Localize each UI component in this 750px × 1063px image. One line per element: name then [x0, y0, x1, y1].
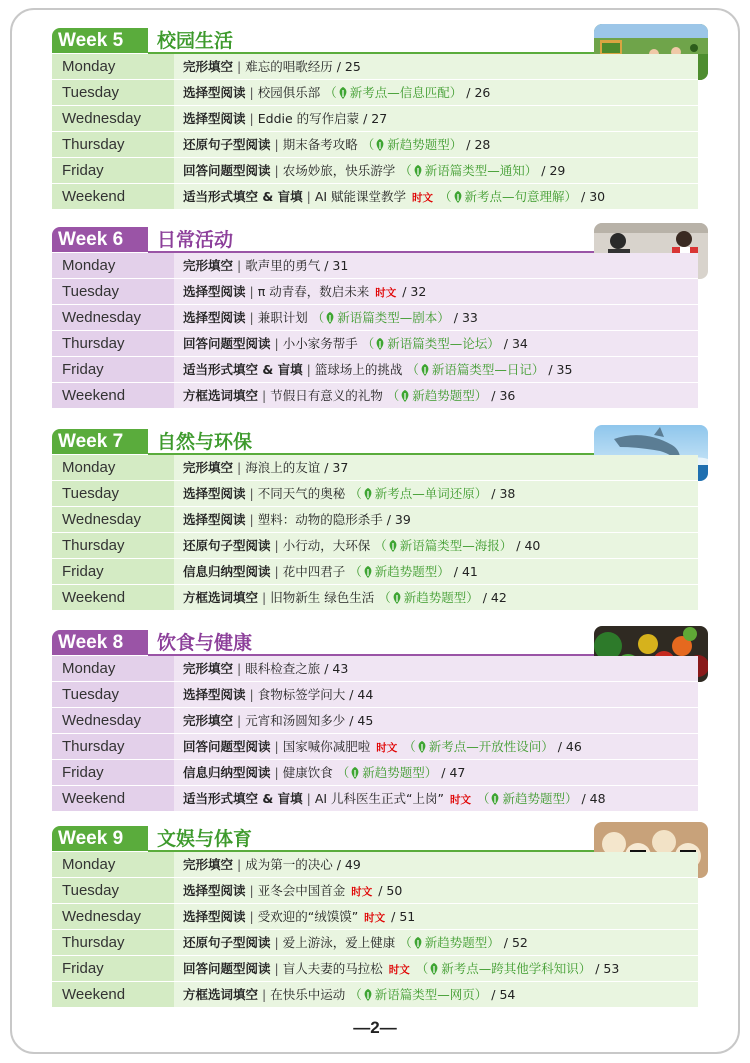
lesson-entry	[174, 930, 698, 956]
lesson-title: 国家喊你减肥啦	[282, 739, 371, 754]
note-text: 新语篇类型—通知	[424, 163, 525, 178]
lesson-entry	[174, 253, 698, 279]
leaf-icon	[388, 535, 398, 559]
lesson-entry	[174, 132, 698, 158]
day-row[interactable]	[52, 357, 698, 383]
day-label: Thursday	[52, 533, 174, 559]
week-badge: Week 9	[52, 826, 148, 851]
leaf-icon	[453, 186, 463, 210]
note: （ 新趋势题型）	[399, 935, 500, 950]
separator: |	[237, 661, 242, 676]
lesson-entry	[174, 54, 698, 80]
lesson-title: 小小家务帮手	[282, 336, 358, 351]
day-row[interactable]	[52, 982, 698, 1008]
page-ref: / 51	[391, 909, 416, 924]
note: （ 新语篇类型—通知）	[399, 163, 537, 178]
day-row[interactable]	[52, 106, 698, 132]
day-row[interactable]	[52, 253, 698, 279]
separator: |	[274, 163, 279, 178]
day-list	[52, 253, 698, 409]
note-text: 新语篇类型—海报	[399, 538, 500, 553]
week-title: 饮食与健康	[157, 632, 253, 654]
exercise-type: 选择型阅读	[183, 111, 246, 126]
week-badge: Week 5	[52, 28, 148, 53]
day-label: Weekend	[52, 786, 174, 812]
day-label: Wednesday	[52, 106, 174, 132]
separator: |	[249, 284, 254, 299]
day-label: Weekend	[52, 982, 174, 1008]
note-text: 新考点—信息匹配	[349, 85, 450, 100]
day-label: Monday	[52, 253, 174, 279]
week-header	[52, 429, 698, 455]
day-row[interactable]	[52, 184, 698, 210]
note: （ 新考点—跨其他学科知识）	[416, 961, 592, 976]
exercise-type: 还原句子型阅读	[183, 538, 271, 553]
separator: |	[249, 310, 254, 325]
current-affairs-tag: 时文	[376, 742, 398, 754]
lesson-title: 农场妙旅，快乐游学	[282, 163, 396, 178]
note-text: 新语篇类型—剧本	[337, 310, 438, 325]
day-row[interactable]	[52, 507, 698, 533]
day-row[interactable]	[52, 760, 698, 786]
day-label: Monday	[52, 455, 174, 481]
week-header	[52, 227, 698, 253]
leaf-icon	[363, 561, 373, 585]
note: （ 新考点—开放性设问）	[403, 739, 554, 754]
page-number: —2—	[353, 1018, 397, 1037]
page-ref: / 50	[378, 883, 403, 898]
separator: |	[249, 486, 254, 501]
note-text: 新考点—句意理解	[464, 189, 565, 204]
lesson-entry	[174, 533, 698, 559]
week-section	[52, 826, 698, 1008]
week-title: 校园生活	[157, 30, 234, 52]
lesson-title: 在快乐中运动	[270, 987, 346, 1002]
week-section	[52, 28, 698, 210]
day-row[interactable]	[52, 279, 698, 305]
leaf-icon	[490, 788, 500, 812]
separator: |	[274, 564, 279, 579]
day-row[interactable]	[52, 904, 698, 930]
day-label: Wednesday	[52, 507, 174, 533]
current-affairs-tag: 时文	[449, 794, 471, 806]
day-row[interactable]	[52, 481, 698, 507]
separator: |	[249, 85, 254, 100]
note-text: 新趋势题型	[424, 935, 488, 950]
lesson-title: 盲人夫妻的马拉松	[282, 961, 383, 976]
exercise-type: 适当形式填空 & 盲填	[183, 189, 303, 204]
lesson-title: 节假日有意义的礼物	[270, 388, 383, 403]
note: （ 新趋势题型）	[362, 137, 463, 152]
note: （ 新考点—句意理解）	[439, 189, 577, 204]
lesson-title: 塑料：动物的隐形杀手	[257, 512, 383, 527]
day-row[interactable]	[52, 878, 698, 904]
leaf-icon	[417, 736, 427, 760]
lesson-title: 元宵和汤圆知多少	[245, 713, 346, 728]
page-ref: / 29	[541, 163, 566, 178]
day-list	[52, 852, 698, 1008]
exercise-type: 信息归纳型阅读	[183, 765, 271, 780]
lesson-entry	[174, 904, 698, 930]
week-badge: Week 8	[52, 630, 148, 655]
separator: |	[274, 739, 279, 754]
exercise-type: 完形填空	[183, 59, 234, 74]
separator: |	[237, 460, 242, 475]
leaf-icon	[429, 958, 439, 982]
page-ref: / 25	[336, 59, 361, 74]
day-row[interactable]	[52, 852, 698, 878]
leaf-icon	[413, 932, 423, 956]
exercise-type: 完形填空	[183, 713, 234, 728]
separator: |	[237, 713, 242, 728]
day-label: Weekend	[52, 184, 174, 210]
day-row[interactable]	[52, 559, 698, 585]
day-list	[52, 455, 698, 611]
lesson-entry	[174, 80, 698, 106]
page-ref: / 28	[466, 137, 491, 152]
separator: |	[262, 388, 267, 403]
note: （ 新语篇类型—网页）	[349, 987, 487, 1002]
lesson-title: Eddie 的写作启蒙	[257, 111, 360, 126]
note-text: 新考点—开放性设问	[428, 739, 542, 754]
lesson-title: 爱上游泳，爱上健康	[282, 935, 396, 950]
day-label: Wednesday	[52, 708, 174, 734]
day-label: Tuesday	[52, 682, 174, 708]
separator: |	[249, 687, 254, 702]
day-label: Friday	[52, 559, 174, 585]
separator: |	[274, 961, 279, 976]
page-ref: / 37	[324, 460, 349, 475]
lesson-entry	[174, 357, 698, 383]
page-ref: / 31	[324, 258, 349, 273]
separator: |	[274, 935, 279, 950]
page-ref: / 40	[516, 538, 541, 553]
day-label: Monday	[52, 656, 174, 682]
lesson-entry	[174, 455, 698, 481]
separator: |	[274, 538, 279, 553]
day-label: Wednesday	[52, 904, 174, 930]
page-ref: / 54	[491, 987, 516, 1002]
day-label: Tuesday	[52, 279, 174, 305]
day-label: Thursday	[52, 331, 174, 357]
lesson-entry	[174, 507, 698, 533]
current-affairs-tag: 时文	[375, 287, 397, 299]
note: （ 新趋势题型）	[349, 564, 450, 579]
leaf-icon	[375, 134, 385, 158]
page-ref: / 39	[386, 512, 411, 527]
exercise-type: 适当形式填空 & 盲填	[183, 362, 303, 377]
note-text: 新语篇类型—网页	[374, 987, 475, 1002]
note: （ 新趋势题型）	[477, 791, 578, 806]
leaf-icon	[350, 762, 360, 786]
note-text: 新趋势题型	[502, 791, 565, 806]
lesson-entry	[174, 106, 698, 132]
note: （ 新语篇类型—海报）	[374, 538, 512, 553]
lesson-title: AI 赋能课堂教学	[314, 189, 407, 204]
week-badge: Week 7	[52, 429, 148, 454]
week-header	[52, 28, 698, 54]
leaf-icon	[325, 307, 335, 331]
lesson-title: 不同天气的奥秘	[257, 486, 346, 501]
note-text: 新趋势题型	[374, 564, 438, 579]
week-badge: Week 6	[52, 227, 148, 252]
day-row[interactable]	[52, 734, 698, 760]
exercise-type: 回答问题型阅读	[183, 163, 271, 178]
exercise-type: 信息归纳型阅读	[183, 564, 271, 579]
day-row[interactable]	[52, 786, 698, 812]
day-row[interactable]	[52, 956, 698, 982]
exercise-type: 选择型阅读	[183, 883, 246, 898]
page-ref: / 47	[441, 765, 466, 780]
exercise-type: 完形填空	[183, 857, 234, 872]
note-text: 新语篇类型—日记	[431, 362, 532, 377]
day-label: Thursday	[52, 132, 174, 158]
separator: |	[237, 857, 242, 872]
week-header	[52, 826, 698, 852]
page-ref: / 36	[491, 388, 516, 403]
week-header	[52, 630, 698, 656]
exercise-type: 选择型阅读	[183, 486, 246, 501]
day-row[interactable]	[52, 585, 698, 611]
separator: |	[274, 137, 279, 152]
page-ref: / 43	[324, 661, 349, 676]
note-text: 新考点—单词还原	[374, 486, 475, 501]
page-ref: / 41	[453, 564, 478, 579]
page-ref: / 33	[453, 310, 478, 325]
lesson-entry	[174, 305, 698, 331]
day-label: Friday	[52, 357, 174, 383]
separator: |	[306, 189, 311, 204]
lesson-title: 海浪上的友谊	[245, 460, 321, 475]
page-ref: / 48	[581, 791, 606, 806]
lesson-title: 成为第一的决心	[245, 857, 333, 872]
day-label: Tuesday	[52, 80, 174, 106]
lesson-title: 兼职计划	[257, 310, 308, 325]
lesson-entry	[174, 982, 698, 1008]
page-ref: / 30	[581, 189, 606, 204]
day-label: Friday	[52, 956, 174, 982]
separator: |	[249, 512, 254, 527]
page-ref: / 53	[595, 961, 620, 976]
day-label: Tuesday	[52, 481, 174, 507]
lesson-entry	[174, 708, 698, 734]
day-label: Weekend	[52, 383, 174, 409]
exercise-type: 选择型阅读	[183, 909, 246, 924]
note: （ 新趋势题型）	[378, 590, 479, 605]
lesson-entry	[174, 481, 698, 507]
current-affairs-tag: 时文	[412, 192, 434, 204]
current-affairs-tag: 时文	[364, 912, 386, 924]
exercise-type: 选择型阅读	[183, 512, 246, 527]
exercise-type: 完形填空	[183, 460, 234, 475]
page-ref: / 32	[402, 284, 427, 299]
lesson-entry	[174, 331, 698, 357]
separator: |	[249, 883, 254, 898]
lesson-title: 期末备考攻略	[282, 137, 358, 152]
page-ref: / 49	[336, 857, 361, 872]
note: （ 新趋势题型）	[337, 765, 438, 780]
lesson-entry	[174, 158, 698, 184]
lesson-entry	[174, 852, 698, 878]
lesson-title: 眼科检查之旅	[245, 661, 321, 676]
day-label: Friday	[52, 158, 174, 184]
lesson-title: 篮球场上的挑战	[314, 362, 403, 377]
day-row[interactable]	[52, 656, 698, 682]
note: （ 新语篇类型—日记）	[406, 362, 544, 377]
lesson-entry	[174, 656, 698, 682]
leaf-icon	[392, 587, 402, 611]
lesson-entry	[174, 878, 698, 904]
separator: |	[306, 791, 311, 806]
note-text: 新趋势题型	[412, 388, 475, 403]
day-row[interactable]	[52, 455, 698, 481]
day-row[interactable]	[52, 708, 698, 734]
lesson-title: π 动青春，数启未来	[257, 284, 370, 299]
day-row[interactable]	[52, 383, 698, 409]
note: （ 新考点—信息匹配）	[324, 85, 462, 100]
lesson-title: 校园俱乐部	[257, 85, 321, 100]
exercise-type: 适当形式填空 & 盲填	[183, 791, 303, 806]
separator: |	[274, 336, 279, 351]
page-ref: / 52	[503, 935, 528, 950]
exercise-type: 选择型阅读	[183, 284, 246, 299]
page-ref: / 27	[363, 111, 388, 126]
lesson-entry	[174, 184, 698, 210]
note: （ 新考点—单词还原）	[349, 486, 487, 501]
leaf-icon	[363, 483, 373, 507]
day-row[interactable]	[52, 682, 698, 708]
week-title: 文娱与体育	[157, 828, 253, 850]
lesson-title: 健康饮食	[282, 765, 333, 780]
page-ref: / 26	[466, 85, 491, 100]
exercise-type: 回答问题型阅读	[183, 961, 271, 976]
day-row[interactable]	[52, 54, 698, 80]
lesson-title: 亚冬会中国首金	[257, 883, 346, 898]
note-text: 新趋势题型	[362, 765, 425, 780]
page-ref: / 42	[482, 590, 507, 605]
leaf-icon	[420, 359, 430, 383]
lesson-entry	[174, 585, 698, 611]
separator: |	[274, 765, 279, 780]
lesson-entry	[174, 682, 698, 708]
lesson-title: 旧物新生 绿色生活	[270, 590, 375, 605]
leaf-icon	[413, 160, 423, 184]
separator: |	[237, 59, 242, 74]
exercise-type: 选择型阅读	[183, 687, 246, 702]
week-section	[52, 429, 698, 611]
page-ref: / 46	[557, 739, 582, 754]
lesson-title: 受欢迎的“绒馍馍”	[257, 909, 359, 924]
exercise-type: 方框选词填空	[183, 987, 259, 1002]
exercise-type: 选择型阅读	[183, 85, 246, 100]
leaf-icon	[363, 984, 373, 1008]
leaf-icon	[375, 333, 385, 357]
separator: |	[237, 258, 242, 273]
exercise-type: 回答问题型阅读	[183, 336, 271, 351]
page-ref: / 38	[491, 486, 516, 501]
exercise-type: 选择型阅读	[183, 310, 246, 325]
note-text: 新趋势题型	[403, 590, 467, 605]
exercise-type: 完形填空	[183, 258, 234, 273]
note-text: 新考点—跨其他学科知识	[441, 961, 579, 976]
separator: |	[249, 909, 254, 924]
day-label: Monday	[52, 54, 174, 80]
page-ref: / 44	[349, 687, 374, 702]
lesson-title: 食物标签学问大	[257, 687, 346, 702]
day-label: Thursday	[52, 930, 174, 956]
page-ref: / 45	[349, 713, 374, 728]
lesson-title: 花中四君子	[282, 564, 346, 579]
day-label: Wednesday	[52, 305, 174, 331]
day-row[interactable]	[52, 158, 698, 184]
day-list	[52, 656, 698, 812]
lesson-entry	[174, 760, 698, 786]
lesson-entry	[174, 383, 698, 409]
separator: |	[249, 111, 254, 126]
leaf-icon	[400, 385, 410, 409]
note: （ 新语篇类型—剧本）	[312, 310, 450, 325]
note: （ 新语篇类型—论坛）	[362, 336, 500, 351]
leaf-icon	[338, 82, 348, 106]
current-affairs-tag: 时文	[351, 886, 373, 898]
lesson-title: 小行动，大环保	[282, 538, 371, 553]
day-label: Tuesday	[52, 878, 174, 904]
day-label: Thursday	[52, 734, 174, 760]
lesson-entry	[174, 956, 698, 982]
exercise-type: 方框选词填空	[183, 590, 259, 605]
exercise-type: 回答问题型阅读	[183, 739, 271, 754]
exercise-type: 方框选词填空	[183, 388, 259, 403]
separator: |	[306, 362, 311, 377]
day-list	[52, 54, 698, 210]
day-row[interactable]	[52, 132, 698, 158]
current-affairs-tag: 时文	[388, 964, 410, 976]
lesson-entry	[174, 279, 698, 305]
page-ref: / 34	[503, 336, 528, 351]
week-title: 日常活动	[157, 229, 234, 251]
page-ref: / 35	[548, 362, 573, 377]
exercise-type: 还原句子型阅读	[183, 137, 271, 152]
separator: |	[262, 987, 267, 1002]
day-label: Weekend	[52, 585, 174, 611]
day-row[interactable]	[52, 930, 698, 956]
lesson-title: 难忘的唱歌经历	[245, 59, 333, 74]
note-text: 新语篇类型—论坛	[387, 336, 488, 351]
day-row[interactable]	[52, 80, 698, 106]
week-section	[52, 630, 698, 812]
separator: |	[262, 590, 267, 605]
day-row[interactable]	[52, 331, 698, 357]
lesson-title: AI 儿科医生正式“上岗”	[314, 791, 444, 806]
week-title: 自然与环保	[157, 431, 253, 453]
day-label: Friday	[52, 760, 174, 786]
lesson-entry	[174, 734, 698, 760]
week-section	[52, 227, 698, 409]
exercise-type: 还原句子型阅读	[183, 935, 271, 950]
lesson-title: 歌声里的勇气	[245, 258, 321, 273]
lesson-entry	[174, 786, 698, 812]
lesson-entry	[174, 559, 698, 585]
day-row[interactable]	[52, 533, 698, 559]
day-label: Monday	[52, 852, 174, 878]
note: （ 新趋势题型）	[387, 388, 488, 403]
exercise-type: 完形填空	[183, 661, 234, 676]
day-row[interactable]	[52, 305, 698, 331]
note-text: 新趋势题型	[387, 137, 450, 152]
